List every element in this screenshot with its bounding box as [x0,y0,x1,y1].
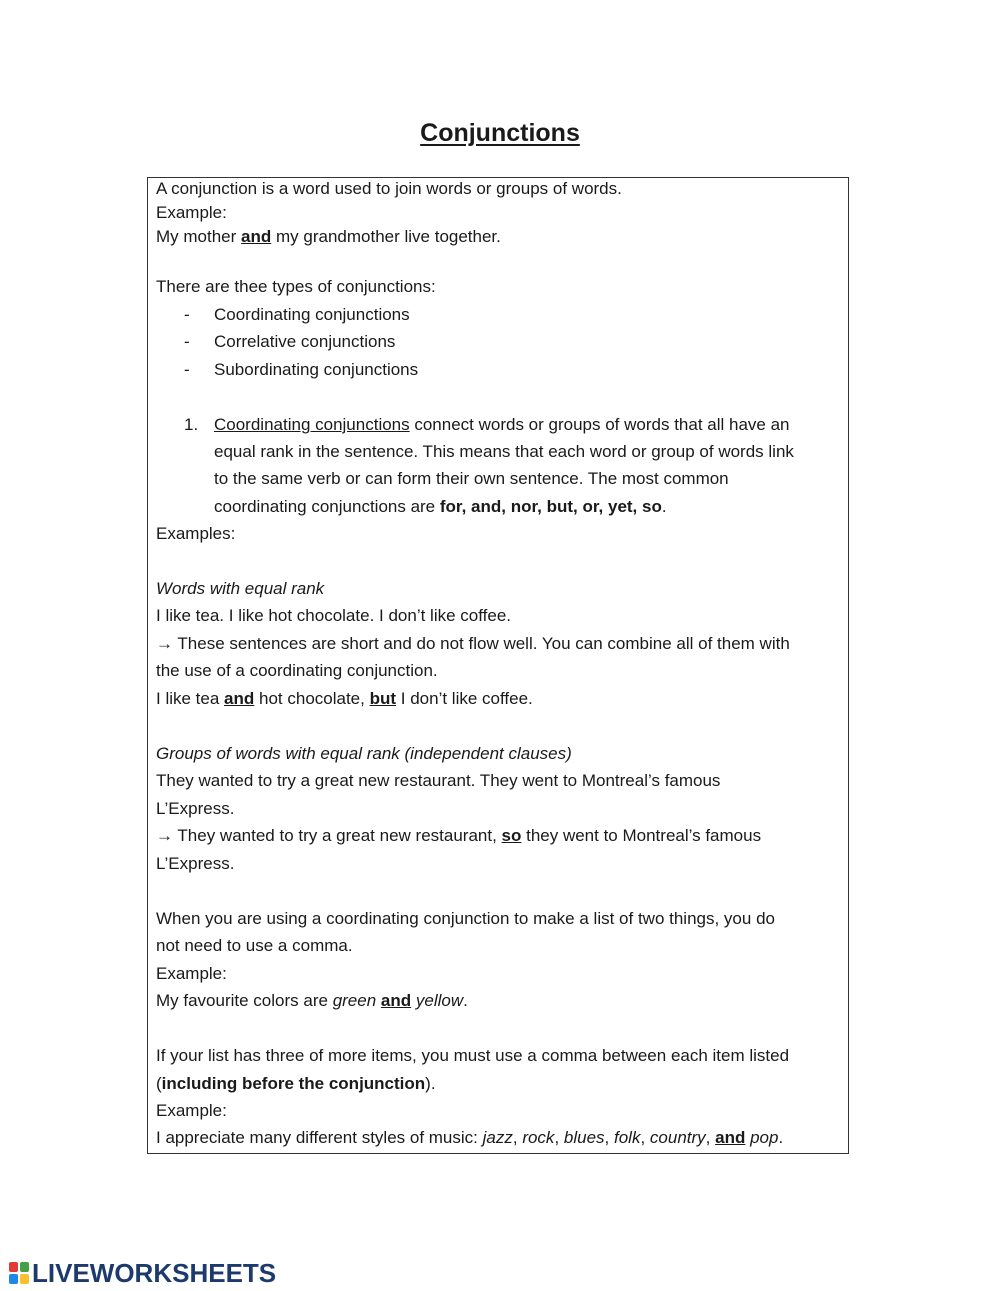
section1-line1: Coordinating conjunctions connect words or groups of words that all have an [214,415,790,434]
conjunction-list: for, and, nor, but, or, yet, so [439,497,662,516]
section1-line4: coordinating conjunctions are for, and, nor, but, or, yet, so. [214,497,667,516]
type-item: Correlative conjunctions [214,332,396,351]
example-sentence: L’Express. [156,799,235,818]
example-sentence: My favourite colors are green and yellow. [156,991,468,1010]
combined-sentence: L’Express. [156,854,235,873]
type-item: Subordinating conjunctions [214,360,419,379]
examples-label: Examples: [156,524,236,543]
logo-text: LIVEWORKSHEETS [32,1257,277,1288]
logo-icon [9,1262,29,1284]
subheading: Groups of words with equal rank (independent clauses) [156,744,572,763]
example-sentence: I like tea. I like hot chocolate. I don’t like coffee. [156,606,511,625]
rule-text: When you are using a coordinating conjunction to make a list of two things, you do [156,909,775,928]
liveworksheets-logo [9,1259,276,1287]
dash-bullet: - [184,305,190,324]
conjunction-word: and [241,227,272,246]
types-heading: There are thee types of conjunctions: [156,277,436,296]
page-title: Conjunctions [420,119,580,147]
rule-text: (including before the conjunction). [156,1074,436,1093]
rule-text: If your list has three of more items, you must use a comma between each item listed [156,1046,790,1065]
example-sentence: I appreciate many different styles of music: jazz, rock, blues, folk, country, and pop. [156,1128,784,1147]
type-item: Coordinating conjunctions [214,305,410,324]
section1-line2: equal rank in the sentence. This means that each word or group of words link [214,442,794,461]
example-label: Example: [156,964,227,983]
section1-line3: to the same verb or can form their own sentence. The most common [214,469,729,488]
subheading: Words with equal rank [156,579,325,598]
dash-bullet: - [184,332,190,351]
term-coordinating: Coordinating conjunctions [214,415,410,434]
combined-sentence: → They wanted to try a great new restaurant, so they went to Montreal’s famous [156,826,762,845]
example-label: Example: [156,203,227,222]
note-line: → These sentences are short and do not flow well. You can combine all of them with [156,634,790,653]
definition-text: A conjunction is a word used to join words or groups of words. [156,179,622,198]
example-sentence: They wanted to try a great new restaurant. They went to Montreal’s famous [156,771,721,790]
combined-sentence: I like tea and hot chocolate, but I don’t like coffee. [156,689,533,708]
section-number: 1. [184,415,199,434]
example-label: Example: [156,1101,227,1120]
rule-text: not need to use a comma. [156,936,353,955]
dash-bullet: - [184,360,190,379]
note-line: the use of a coordinating conjunction. [156,661,438,680]
intro-example: My mother and my grandmother live together. [156,227,501,246]
